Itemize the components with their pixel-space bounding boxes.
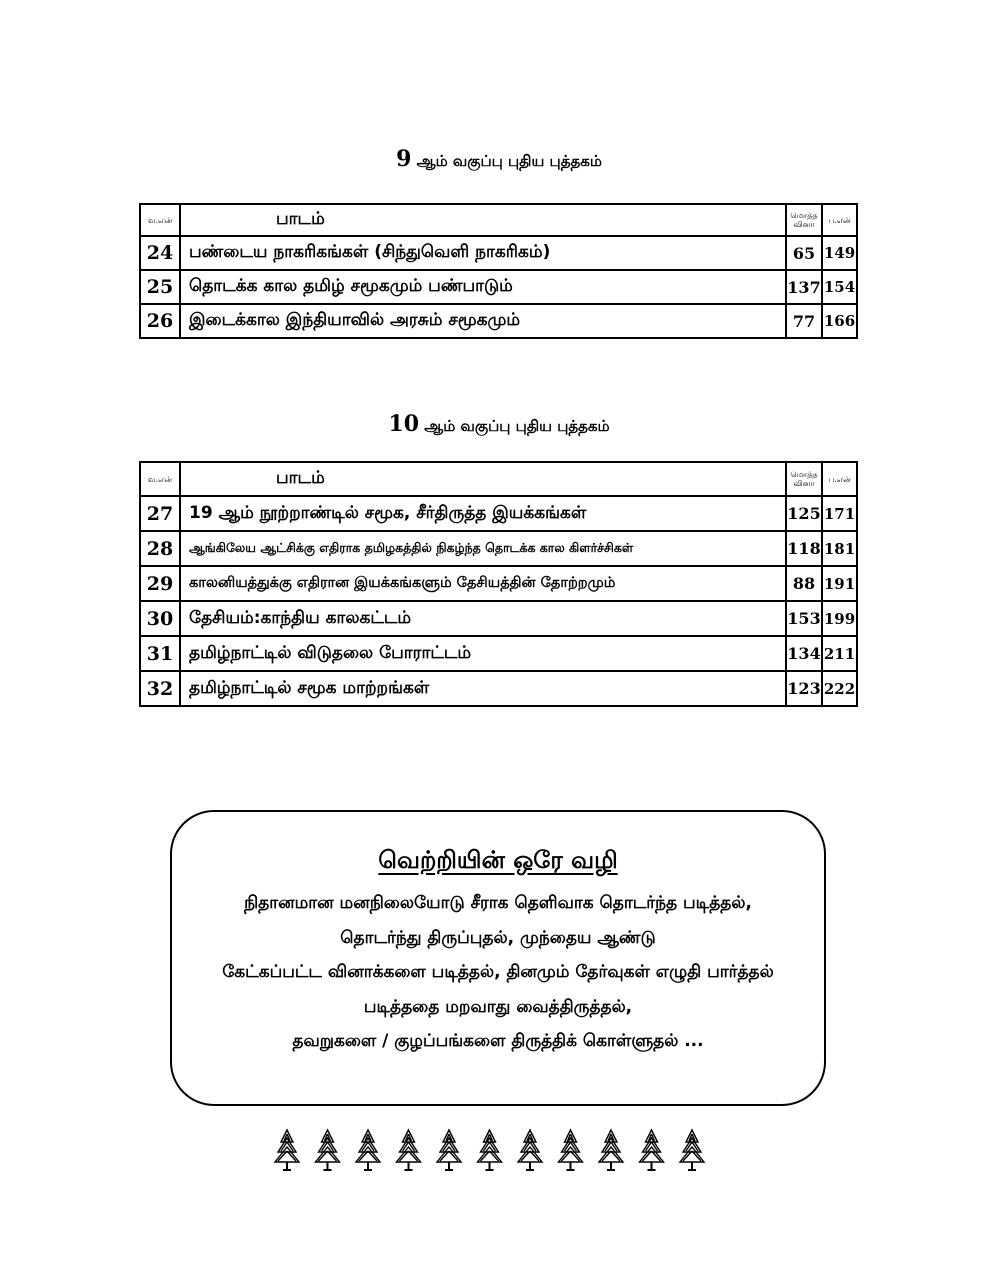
tree-ornament-row <box>273 1128 723 1178</box>
row-number: 25 <box>140 270 180 304</box>
section-10-table <box>139 461 858 707</box>
tree-icon <box>559 1130 583 1170</box>
section-10-number: 10 <box>388 411 420 437</box>
row-questions: 118 <box>786 531 822 566</box>
motto-lines <box>172 891 824 1054</box>
section-10-title <box>0 411 998 437</box>
row-page: 166 <box>822 304 857 338</box>
tree-icon <box>640 1130 664 1170</box>
row-number: 30 <box>140 601 180 636</box>
table-row <box>140 671 857 706</box>
row-page: 211 <box>822 636 857 671</box>
table-row <box>140 270 857 304</box>
row-questions: 125 <box>786 496 822 531</box>
header-no: வ.என் <box>140 204 180 236</box>
header-page: ப.என் <box>822 204 857 236</box>
row-questions: 153 <box>786 601 822 636</box>
motto-box <box>170 810 826 1106</box>
section-10-label: ஆம் வகுப்பு புதிய புத்தகம் <box>419 417 610 435</box>
table-row <box>140 636 857 671</box>
tree-icon <box>680 1130 704 1170</box>
header-page: ப.என் <box>822 462 857 496</box>
row-topic: தமிழ்நாட்டில் சமூக மாற்றங்கள் <box>180 671 786 706</box>
row-page: 154 <box>822 270 857 304</box>
motto-line: தவறுகளை / குழப்பங்களை திருத்திக் கொள்ளுதல் ... <box>292 1031 704 1051</box>
row-topic: தொடக்க கால தமிழ் சமூகமும் பண்பாடும் <box>180 270 786 304</box>
row-topic: இடைக்கால இந்தியாவில் அரசும் சமூகமும் <box>180 304 786 338</box>
header-questions: மொத்த வினா <box>786 462 822 496</box>
section-9-title <box>0 146 998 172</box>
row-questions: 137 <box>786 270 822 304</box>
motto-line: தொடர்ந்து திருப்புதல், முந்தைய ஆண்டு <box>340 927 656 948</box>
tree-icon <box>478 1130 502 1170</box>
motto-line: நிதானமான மனநிலையோடு சீராக தெளிவாக தொடர்ந்த படித்தல், <box>244 893 752 913</box>
row-questions: 134 <box>786 636 822 671</box>
tree-icon <box>316 1130 340 1170</box>
row-number: 24 <box>140 236 180 270</box>
row-topic: தமிழ்நாட்டில் விடுதலை போராட்டம் <box>180 636 786 671</box>
table-row <box>140 304 857 338</box>
section-9-number: 9 <box>396 146 412 172</box>
row-page: 199 <box>822 601 857 636</box>
row-number: 31 <box>140 636 180 671</box>
row-questions: 88 <box>786 566 822 601</box>
row-topic: ஆங்கிலேய ஆட்சிக்கு எதிராக தமிழகத்தில் நிகழ்ந்த தொடக்க கால கிளர்ச்சிகள் <box>180 531 786 566</box>
tree-icon <box>275 1130 299 1170</box>
row-page: 171 <box>822 496 857 531</box>
table-row <box>140 566 857 601</box>
row-topic: பண்டைய நாகரிகங்கள் (சிந்துவெளி நாகரிகம்) <box>180 236 786 270</box>
row-page: 222 <box>822 671 857 706</box>
table-header-row <box>140 462 857 496</box>
table-row <box>140 601 857 636</box>
row-page: 191 <box>822 566 857 601</box>
header-no: வ.என் <box>140 462 180 496</box>
table-header-row <box>140 204 857 236</box>
row-topic: 19 ஆம் நூற்றாண்டில் சமூக, சீர்திருத்த இயக்கங்கள் <box>180 496 786 531</box>
table-row <box>140 496 857 531</box>
motto-line: படித்ததை மறவாது வைத்திருத்தல், <box>363 996 633 1017</box>
table-row <box>140 236 857 270</box>
row-number: 27 <box>140 496 180 531</box>
row-questions: 77 <box>786 304 822 338</box>
section-9-table <box>139 203 858 339</box>
header-topic: பாடம் <box>180 462 786 496</box>
header-questions: மொத்த வினா <box>786 204 822 236</box>
tree-icon <box>599 1130 623 1170</box>
section-9-label: ஆம் வகுப்பு புதிய புத்தகம் <box>411 152 602 170</box>
header-topic: பாடம் <box>180 204 786 236</box>
row-questions: 65 <box>786 236 822 270</box>
row-number: 28 <box>140 531 180 566</box>
row-number: 32 <box>140 671 180 706</box>
tree-icon <box>518 1130 542 1170</box>
row-topic: தேசியம்:காந்திய காலகட்டம் <box>180 601 786 636</box>
row-page: 181 <box>822 531 857 566</box>
tree-icon <box>397 1130 421 1170</box>
tree-icon <box>437 1130 461 1170</box>
motto-line: கேட்கப்பட்ட வினாக்களை படித்தல், தினமும் தேர்வுகள் எழுதி பார்த்தல் <box>222 962 774 982</box>
row-questions: 123 <box>786 671 822 706</box>
row-number: 29 <box>140 566 180 601</box>
motto-title: வெற்றியின் ஒரே வழி <box>378 846 618 874</box>
row-number: 26 <box>140 304 180 338</box>
tree-icon <box>356 1130 380 1170</box>
row-page: 149 <box>822 236 857 270</box>
row-topic: காலனியத்துக்கு எதிரான இயக்கங்களும் தேசியத்தின் தோற்றமும் <box>180 566 786 601</box>
table-row <box>140 531 857 566</box>
